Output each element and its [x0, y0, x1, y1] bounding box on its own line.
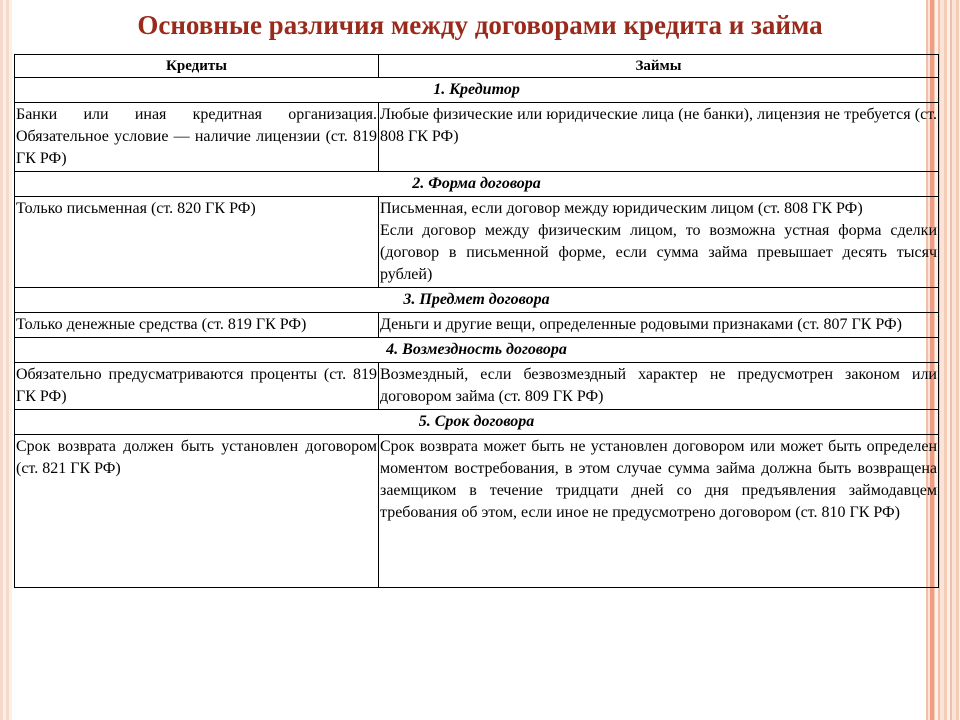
- section-heading-creditor: 1. Кредитор: [15, 78, 939, 103]
- column-header-loans: Займы: [379, 55, 939, 78]
- table-row: [15, 103, 939, 172]
- credit-cell: Только денежные средства (ст. 819 ГК РФ): [15, 313, 379, 338]
- slide-title: Основные различия между договорами кредита и займа: [137, 10, 823, 40]
- table-row: [15, 363, 939, 410]
- loan-cell: Возмездный, если безвозмездный характер не предусмотрен законом или договором займа (ст. 809 ГК РФ): [379, 363, 939, 410]
- table-header-row: [15, 55, 939, 78]
- section-heading-subject: 3. Предмет договора: [15, 288, 939, 313]
- loan-cell: [379, 197, 939, 288]
- credit-cell: Только письменная (ст. 820 ГК РФ): [15, 197, 379, 288]
- table-row: [15, 435, 939, 588]
- section-row: [15, 172, 939, 197]
- credit-cell: Обязательно предусматриваются проценты (ст. 819 ГК РФ): [15, 363, 379, 410]
- loan-cell: Любые физические или юридические лица (не банки), лицензия не требуется (ст. 808 ГК РФ): [379, 103, 939, 172]
- loan-cell-paragraph: Письменная, если договор между юридическим лицом (ст. 808 ГК РФ): [380, 200, 863, 217]
- comparison-table: [14, 54, 939, 588]
- section-heading-compensation: 4. Возмездность договора: [15, 338, 939, 363]
- section-row: [15, 78, 939, 103]
- credit-cell: Срок возврата должен быть установлен договором (ст. 821 ГК РФ): [15, 435, 379, 588]
- section-heading-contract-form: 2. Форма договора: [15, 172, 939, 197]
- section-heading-term: 5. Срок договора: [15, 410, 939, 435]
- loan-cell-paragraph: Если договор между физическим лицом, то возможна устная форма сделки (договор в письменной форме, если сумма займа превышает десять тысяч рублей): [380, 222, 937, 283]
- table-row: [15, 313, 939, 338]
- table-row: [15, 197, 939, 288]
- section-row: [15, 338, 939, 363]
- credit-cell: Банки или иная кредитная организация. Обязательное условие — наличие лицензии (ст. 819 ГК РФ): [15, 103, 379, 172]
- loan-cell: Срок возврата может быть не установлен договором или может быть определен моментом востребования, в этом случае сумма займа должна быть возвращена заемщиком в течение тридцати дней со дня предъявления займодавцем требования об этом, если иное не предусмотрено договором (ст. 810 ГК РФ): [379, 435, 939, 588]
- section-row: [15, 410, 939, 435]
- column-header-credits: Кредиты: [15, 55, 379, 78]
- section-row: [15, 288, 939, 313]
- loan-cell: Деньги и другие вещи, определенные родовыми признаками (ст. 807 ГК РФ): [379, 313, 939, 338]
- left-decorative-stripes: [0, 0, 12, 720]
